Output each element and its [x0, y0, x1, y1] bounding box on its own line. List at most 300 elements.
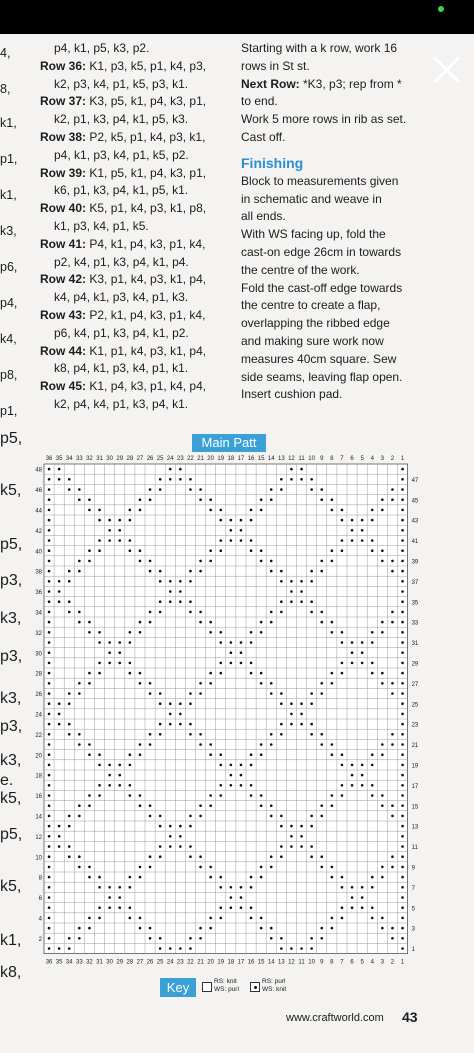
purl-dot [139, 509, 142, 512]
purl-dot [331, 917, 334, 920]
column-number-top: 19 [217, 456, 225, 462]
row-number-right: 3 [411, 926, 415, 933]
purl-dot [250, 906, 253, 909]
column-number-top: 27 [136, 456, 144, 462]
column-number-bottom: 5 [360, 959, 364, 966]
purl-dot [331, 560, 334, 563]
purl-dot [250, 641, 253, 644]
column-number-bottom: 4 [370, 959, 374, 966]
purl-dot [270, 866, 273, 869]
purl-dot [68, 488, 71, 491]
finishing-line: in schematic and weave in [241, 191, 382, 206]
purl-dot [219, 662, 222, 665]
column-number-top: 1 [400, 456, 405, 462]
purl-dot [310, 692, 313, 695]
purl-dot [401, 478, 404, 481]
purl-dot [290, 702, 293, 705]
purl-dot [341, 753, 344, 756]
purl-dot [169, 825, 172, 828]
column-number-bottom: 33 [76, 959, 83, 966]
purl-dot [310, 733, 313, 736]
purl-dot [48, 743, 51, 746]
purl-dot [341, 641, 344, 644]
purl-dot [290, 825, 293, 828]
purl-dot [219, 876, 222, 879]
column-number-bottom: 26 [146, 959, 154, 966]
purl-dot [139, 927, 142, 930]
purl-dot [108, 784, 111, 787]
purl-dot [219, 549, 222, 552]
purl-dot [78, 937, 81, 940]
purl-dot [139, 917, 142, 920]
purl-dot [159, 947, 162, 950]
purl-dot [320, 570, 323, 573]
purl-dot [48, 713, 51, 716]
purl-dot [401, 682, 404, 685]
purl-dot [68, 947, 71, 950]
purl-dot [250, 753, 253, 756]
purl-dot [381, 753, 384, 756]
purl-dot [310, 611, 313, 614]
column-number-top: 3 [380, 456, 385, 462]
purl-dot [68, 611, 71, 614]
purl-dot [300, 845, 303, 848]
purl-dot [88, 804, 91, 807]
purl-dot [401, 488, 404, 491]
purl-dot [300, 825, 303, 828]
purl-dot [270, 560, 273, 563]
purl-dot [108, 529, 111, 532]
purl-dot [401, 815, 404, 818]
purl-dot [118, 896, 121, 899]
pattern-line: Row 37: K3, p5, k1, p4, k3, p1, [40, 94, 207, 109]
purl-dot [88, 560, 91, 563]
purl-dot [310, 825, 313, 828]
purl-dot [48, 590, 51, 593]
purl-dot [129, 886, 132, 889]
purl-dot [189, 611, 192, 614]
purl-dot [139, 743, 142, 746]
column-number-top: 29 [116, 456, 124, 462]
column-number-top: 13 [278, 456, 285, 462]
purl-dot [270, 927, 273, 930]
purl-dot [361, 764, 364, 767]
purl-dot [401, 927, 404, 930]
purl-dot [320, 488, 323, 491]
row-number-left: 14 [35, 814, 42, 821]
purl-dot [48, 753, 51, 756]
purl-dot [230, 539, 233, 542]
purl-dot [139, 672, 142, 675]
purl-dot [320, 733, 323, 736]
purl-dot [230, 651, 233, 654]
purl-dot [48, 723, 51, 726]
purl-dot [250, 917, 253, 920]
purl-dot [401, 651, 404, 654]
column-number-bottom: 20 [207, 959, 214, 966]
column-number-bottom: 31 [96, 959, 103, 966]
purl-dot [391, 682, 394, 685]
purl-dot [391, 560, 394, 563]
left-strip-text: k3, [0, 752, 22, 769]
purl-dot [129, 784, 132, 787]
finishing-line: Block to measurements given [241, 173, 399, 188]
purl-dot [149, 804, 152, 807]
purl-dot [371, 886, 374, 889]
purl-dot [129, 917, 132, 920]
purl-dot [209, 927, 212, 930]
purl-dot [401, 774, 404, 777]
purl-dot [219, 641, 222, 644]
purl-dot [230, 784, 233, 787]
instruction-line: Cast off. [241, 129, 286, 144]
purl-dot [68, 815, 71, 818]
purl-dot [98, 631, 101, 634]
finishing-line: Insert cushion pad. [241, 387, 343, 402]
column-number-bottom: 24 [166, 959, 174, 966]
column-number-bottom: 22 [187, 959, 194, 966]
column-number-top: 15 [257, 456, 265, 462]
purl-dot [48, 549, 51, 552]
row-number-left: 6 [38, 896, 42, 903]
purl-dot [391, 743, 394, 746]
purl-dot [371, 539, 374, 542]
purl-dot [401, 529, 404, 532]
left-strip-text: e. [0, 772, 14, 789]
row-number-right: 47 [411, 477, 419, 484]
purl-dot [401, 733, 404, 736]
purl-dot [361, 539, 364, 542]
purl-dot [270, 498, 273, 501]
purl-dot [280, 855, 283, 858]
row-number-right: 35 [411, 600, 419, 607]
purl-dot [371, 509, 374, 512]
purl-dot [68, 825, 71, 828]
purl-dot [260, 753, 263, 756]
purl-dot [300, 713, 303, 716]
column-number-bottom: 23 [177, 959, 184, 966]
purl-dot [209, 917, 212, 920]
purl-dot [129, 509, 132, 512]
purl-dot [149, 488, 152, 491]
purl-dot [361, 896, 364, 899]
purl-dot [250, 662, 253, 665]
row-number-right: 37 [411, 579, 419, 586]
pattern-line: k1, p3, k4, p1, k5. [54, 218, 149, 233]
purl-dot [139, 498, 142, 501]
purl-dot [401, 631, 404, 634]
purl-dot [219, 886, 222, 889]
purl-dot [48, 927, 51, 930]
purl-dot [48, 529, 51, 532]
instruction-line: to end. [241, 94, 278, 109]
purl-dot [159, 611, 162, 614]
purl-dot [108, 662, 111, 665]
row-number-right: 13 [411, 824, 419, 831]
purl-dot [401, 713, 404, 716]
column-number-bottom: 10 [308, 959, 315, 966]
row-number-left: 36 [35, 590, 42, 597]
pattern-line: p4, k1, p3, k4, p1, k5, p2. [54, 147, 189, 162]
purl-dot [280, 937, 283, 940]
purl-dot [230, 896, 233, 899]
purl-dot [401, 692, 404, 695]
purl-dot [310, 702, 313, 705]
row-number-right: 5 [411, 906, 415, 913]
purl-dot [351, 651, 354, 654]
purl-dot [230, 662, 233, 665]
purl-dot [331, 672, 334, 675]
purl-dot [129, 641, 132, 644]
column-number-top: 23 [177, 456, 184, 462]
purl-dot [48, 600, 51, 603]
purl-dot [108, 774, 111, 777]
purl-dot [98, 876, 101, 879]
purl-dot [129, 539, 132, 542]
purl-dot [270, 570, 273, 573]
purl-dot [139, 631, 142, 634]
finishing-column [241, 40, 441, 404]
left-strip-text: k3, [0, 690, 22, 707]
left-strip-text: p5, [0, 536, 23, 553]
row-number-right: 43 [411, 518, 419, 525]
purl-dot [401, 590, 404, 593]
purl-dot [401, 549, 404, 552]
purl-dot [169, 478, 172, 481]
left-strip-text: p3, [0, 648, 23, 665]
purl-dot [300, 580, 303, 583]
left-edge-text: p8, [0, 368, 18, 382]
purl-dot [391, 733, 394, 736]
row-number-left: 38 [35, 569, 42, 576]
purl-dot [401, 519, 404, 522]
column-number-top: 33 [76, 456, 83, 462]
left-edge-text: k4, [0, 332, 17, 346]
purl-dot [118, 774, 121, 777]
purl-dot [331, 866, 334, 869]
page-number: 43 [402, 1009, 418, 1025]
purl-dot [189, 702, 192, 705]
purl-dot [351, 906, 354, 909]
purl-dot [58, 702, 61, 705]
row-number-left: 18 [35, 773, 42, 780]
purl-dot [78, 804, 81, 807]
purl-dot [48, 621, 51, 624]
purl-dot [331, 927, 334, 930]
purl-dot [401, 917, 404, 920]
purl-dot [331, 509, 334, 512]
pattern-instructions [40, 40, 236, 414]
purl-dot [331, 498, 334, 501]
column-number-top: 12 [288, 456, 295, 462]
purl-dot [290, 468, 293, 471]
purl-dot [230, 641, 233, 644]
purl-dot [189, 815, 192, 818]
purl-dot [48, 611, 51, 614]
purl-dot [260, 682, 263, 685]
column-number-top: 18 [227, 456, 235, 462]
purl-dot [270, 692, 273, 695]
purl-dot [240, 529, 243, 532]
purl-dot [219, 509, 222, 512]
purl-dot [341, 631, 344, 634]
purl-dot [401, 876, 404, 879]
purl-dot [310, 845, 313, 848]
purl-dot [401, 937, 404, 940]
left-strip-text: p3, [0, 718, 23, 735]
purl-dot [48, 570, 51, 573]
column-number-top: 6 [350, 456, 354, 462]
column-number-top: 8 [330, 456, 334, 462]
purl-dot [78, 570, 81, 573]
column-number-top: 21 [197, 456, 204, 462]
pattern-line: Row 45: K1, p4, k3, p1, k4, p4, [40, 379, 207, 394]
purl-dot [209, 549, 212, 552]
purl-dot [78, 488, 81, 491]
purl-dot [381, 549, 384, 552]
purl-dot [48, 947, 51, 950]
row-number-left: 32 [35, 630, 42, 637]
purl-dot [320, 927, 323, 930]
column-number-bottom: 9 [320, 959, 324, 966]
purl-dot [341, 509, 344, 512]
purl-dot [48, 478, 51, 481]
purl-dot [189, 488, 192, 491]
purl-dot [209, 621, 212, 624]
purl-dot [48, 498, 51, 501]
purl-dot [351, 774, 354, 777]
purl-dot [310, 600, 313, 603]
purl-dot [230, 774, 233, 777]
purl-dot [169, 723, 172, 726]
purl-dot [88, 927, 91, 930]
purl-dot [290, 478, 293, 481]
purl-dot [250, 549, 253, 552]
purl-dot [78, 733, 81, 736]
purl-dot [351, 896, 354, 899]
row-number-left: 28 [35, 671, 42, 678]
column-number-top: 30 [106, 456, 113, 462]
purl-dot [300, 468, 303, 471]
purl-dot [240, 896, 243, 899]
purl-dot [179, 468, 182, 471]
purl-dot [270, 621, 273, 624]
column-number-bottom: 13 [278, 959, 285, 966]
purl-dot [179, 845, 182, 848]
purl-dot [351, 519, 354, 522]
purl-dot [300, 835, 303, 838]
purl-dot [401, 539, 404, 542]
purl-dot [230, 529, 233, 532]
key-label: Key [160, 978, 196, 997]
row-number-right: 45 [411, 498, 419, 505]
purl-dot [331, 743, 334, 746]
column-number-top: 4 [370, 456, 374, 462]
column-number-bottom: 25 [156, 959, 164, 966]
column-number-top: 9 [320, 456, 324, 462]
purl-dot [199, 692, 202, 695]
row-number-left: 16 [35, 794, 42, 801]
purl-dot [290, 713, 293, 716]
purl-dot [179, 478, 182, 481]
footer-url: www.craftworld.com [286, 1012, 384, 1024]
purl-dot [48, 580, 51, 583]
column-number-bottom: 29 [116, 959, 124, 966]
purl-dot [331, 804, 334, 807]
purl-dot [219, 764, 222, 767]
purl-dot [199, 621, 202, 624]
purl-dot [250, 519, 253, 522]
row-number-left: 12 [35, 834, 42, 841]
purl-dot [381, 917, 384, 920]
purl-dot [88, 621, 91, 624]
purl-dot [199, 488, 202, 491]
purl-dot [331, 621, 334, 624]
row-number-left: 22 [35, 732, 42, 739]
row-number-left: 8 [38, 875, 42, 882]
purl-dot [189, 825, 192, 828]
purl-dot [401, 570, 404, 573]
key-blank-text: RS: knit WS: purl [214, 978, 239, 993]
purl-dot [270, 855, 273, 858]
purl-dot [199, 937, 202, 940]
purl-dot [280, 815, 283, 818]
purl-dot [189, 855, 192, 858]
purl-dot [310, 855, 313, 858]
purl-dot [98, 917, 101, 920]
purl-dot [58, 845, 61, 848]
purl-dot [199, 743, 202, 746]
purl-dot [159, 600, 162, 603]
purl-dot [331, 549, 334, 552]
purl-dot [139, 560, 142, 563]
camera-indicator-icon [438, 6, 444, 12]
column-number-bottom: 19 [217, 959, 225, 966]
purl-dot [290, 723, 293, 726]
purl-dot [58, 947, 61, 950]
purl-dot [179, 723, 182, 726]
purl-dot [58, 600, 61, 603]
purl-dot [48, 845, 51, 848]
purl-dot [58, 468, 61, 471]
purl-dot [280, 488, 283, 491]
row-number-left: 44 [35, 508, 42, 515]
purl-dot [401, 764, 404, 767]
purl-dot [391, 815, 394, 818]
purl-dot [391, 855, 394, 858]
purl-dot [300, 600, 303, 603]
purl-dot [169, 702, 172, 705]
purl-dot [68, 692, 71, 695]
purl-dot [270, 733, 273, 736]
purl-dot [159, 733, 162, 736]
purl-dot [179, 600, 182, 603]
purl-dot [240, 906, 243, 909]
purl-dot [391, 866, 394, 869]
purl-dot [78, 611, 81, 614]
purl-dot [88, 794, 91, 797]
purl-dot [270, 743, 273, 746]
purl-dot [391, 927, 394, 930]
row-number-right: 31 [411, 641, 419, 648]
purl-dot [199, 682, 202, 685]
row-number-right: 15 [411, 804, 419, 811]
column-number-bottom: 2 [390, 959, 395, 966]
purl-dot [250, 631, 253, 634]
purl-dot [88, 753, 91, 756]
row-number-left: 24 [35, 712, 42, 719]
purl-dot [78, 815, 81, 818]
